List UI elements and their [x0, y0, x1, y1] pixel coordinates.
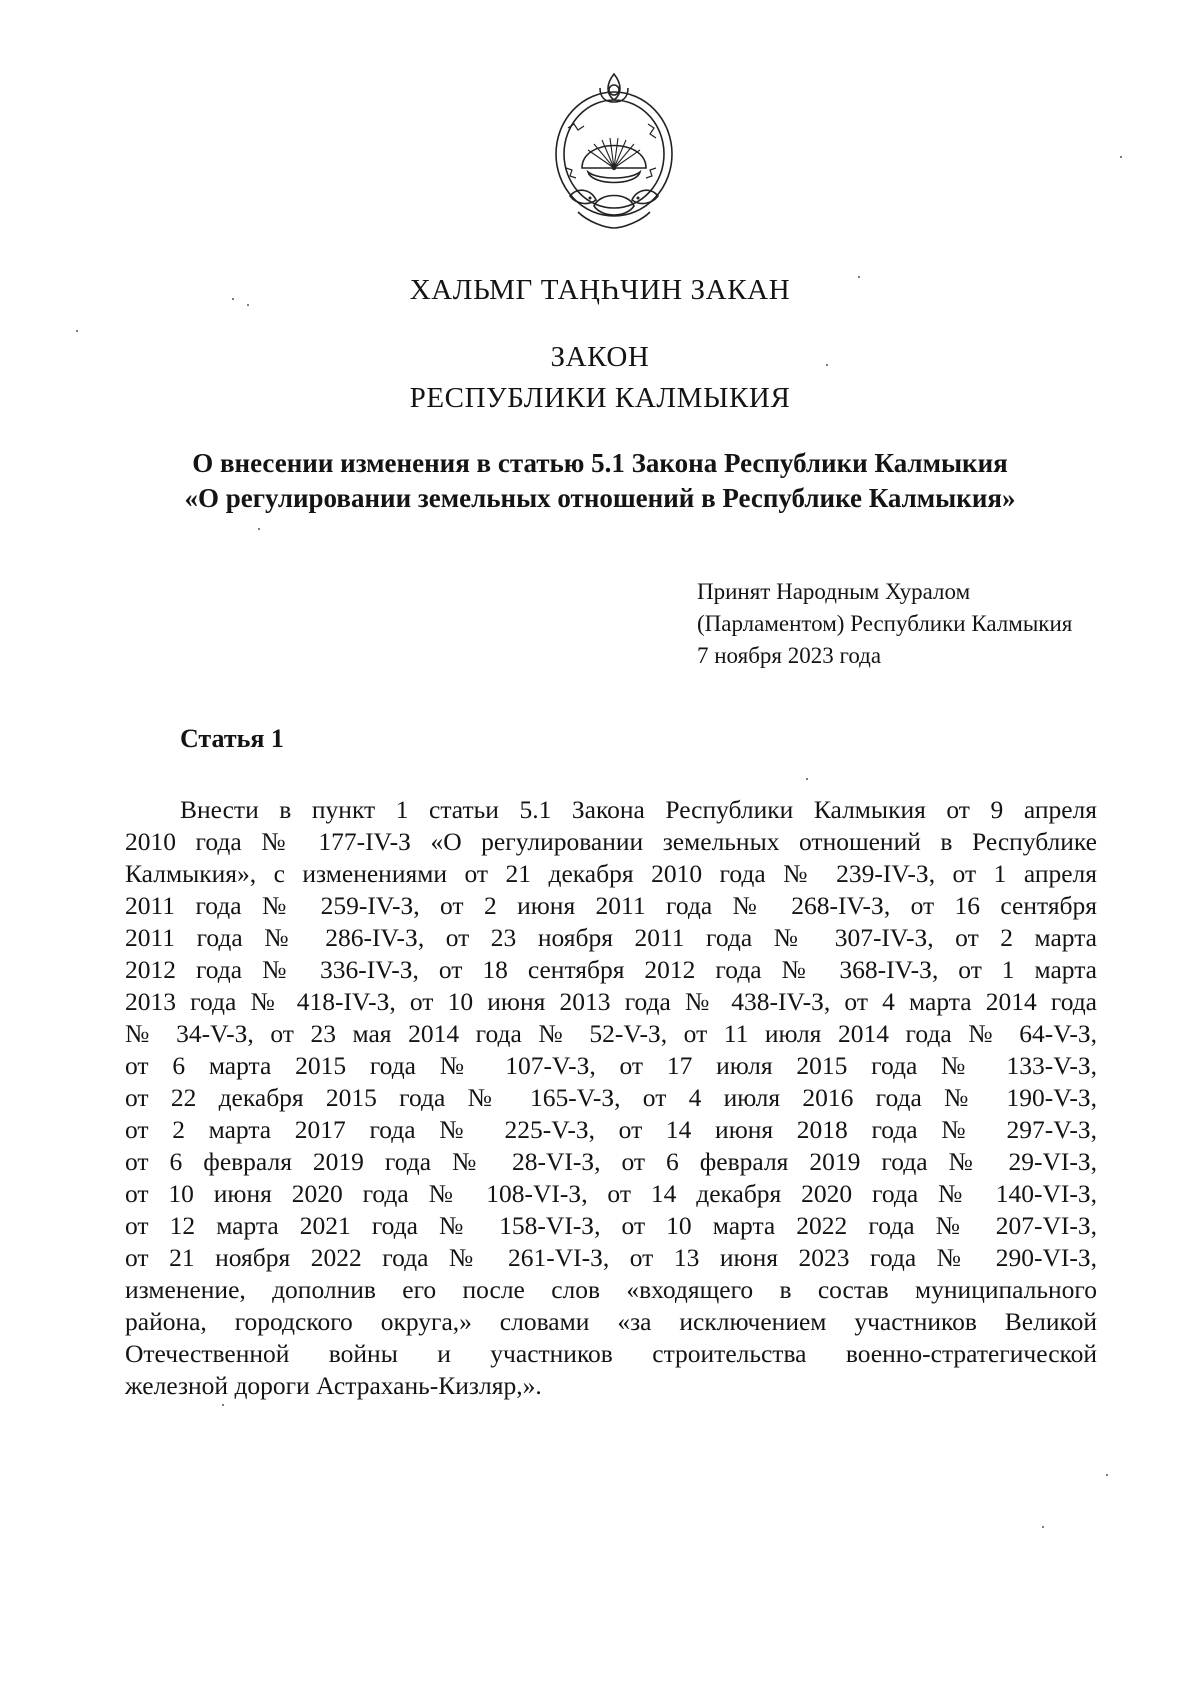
article-line: железной дороги Астрахань-Кизляр,». — [125, 1371, 542, 1400]
article-line: от 22 декабря 2015 года № 165-V-З, от 4 июля 2016 года № 190-V-З, — [125, 1083, 1097, 1112]
article-line: № 34-V-З, от 23 мая 2014 года № 52-V-З, от 11 июля 2014 года № 64-V-З, — [125, 1019, 1097, 1048]
scan-speck — [826, 364, 828, 366]
article-line: от 2 марта 2017 года № 225-V-З, от 14 июня 2018 года № 297-V-З, — [125, 1115, 1097, 1144]
article-line: Внести в пункт 1 статьи 5.1 Закона Республики Калмыкия от 9 апреля — [180, 795, 1097, 824]
article-line: 2012 года № 336-IV-З, от 18 сентября 2012 года № 368-IV-З, от 1 марта — [125, 955, 1097, 984]
scan-speck — [1106, 1474, 1108, 1476]
law-subject-line-2: «О регулировании земельных отношений в Республике Калмыкия» — [184, 483, 1016, 513]
scan-speck — [1042, 1526, 1044, 1528]
adoption-line-1: Принят Народным Хуралом — [697, 579, 971, 604]
article-line: 2011 года № 286-IV-З, от 23 ноября 2011 года № 307-IV-З, от 2 марта — [125, 923, 1097, 952]
article-line: от 12 марта 2021 года № 158-VI-З, от 10 марта 2022 года № 207-VI-З, — [125, 1211, 1097, 1240]
article-line: 2013 года № 418-IV-З, от 10 июня 2013 года № 438-IV-З, от 4 марта 2014 года — [125, 987, 1097, 1016]
scan-speck — [76, 330, 78, 332]
article-line: района, городского округа,» словами «за исключением участников Великой — [125, 1307, 1097, 1336]
scan-speck — [258, 528, 260, 530]
article-line: от 10 июня 2020 года № 108-VI-З, от 14 декабря 2020 года № 140-VI-З, — [125, 1179, 1097, 1208]
scan-speck — [232, 298, 234, 300]
article-line: от 6 марта 2015 года № 107-V-З, от 17 июля 2015 года № 133-V-З, — [125, 1051, 1097, 1080]
article-line: изменение, дополнив его после слов «входящего в состав муниципального — [125, 1275, 1097, 1304]
scan-speck — [806, 778, 808, 780]
article-line: от 6 февраля 2019 года № 28-VI-З, от 6 февраля 2019 года № 29-VI-З, — [125, 1147, 1097, 1176]
article-line: Отечественной войны и участников строительства военно-стратегической — [125, 1339, 1097, 1368]
scan-speck — [1120, 156, 1122, 158]
article-line: 2011 года № 259-IV-З, от 2 июня 2011 года № 268-IV-З, от 16 сентября — [125, 891, 1097, 920]
article-line: от 21 ноября 2022 года № 261-VI-З, от 13 июня 2023 года № 290-VI-З, — [125, 1243, 1097, 1272]
law-subject-line-1: О внесении изменения в статью 5.1 Закона Республики Калмыкия — [192, 448, 1008, 478]
title-law: ЗАКОН — [550, 341, 650, 373]
adoption-line-2: (Парламентом) Республики Калмыкия — [697, 611, 1073, 636]
scan-speck — [247, 304, 249, 306]
title-kalmyk: ХАЛЬМГ ТАҢҺЧИН ЗАКАН — [409, 274, 791, 306]
adoption-note — [697, 576, 1072, 672]
article-title: Статья 1 — [180, 724, 284, 753]
scan-speck — [858, 276, 860, 278]
adoption-date: 7 ноября 2023 года — [697, 643, 882, 668]
emblem-of-kalmykia — [548, 68, 680, 234]
scan-speck — [222, 1404, 224, 1406]
title-republic: РЕСПУБЛИКИ КАЛМЫКИЯ — [409, 382, 791, 414]
article-line: Калмыкия», с изменениями от 21 декабря 2010 года № 239-IV-З, от 1 апреля — [125, 859, 1097, 888]
article-line: 2010 года № 177-IV-З «О регулировании земельных отношений в Республике — [125, 827, 1097, 856]
